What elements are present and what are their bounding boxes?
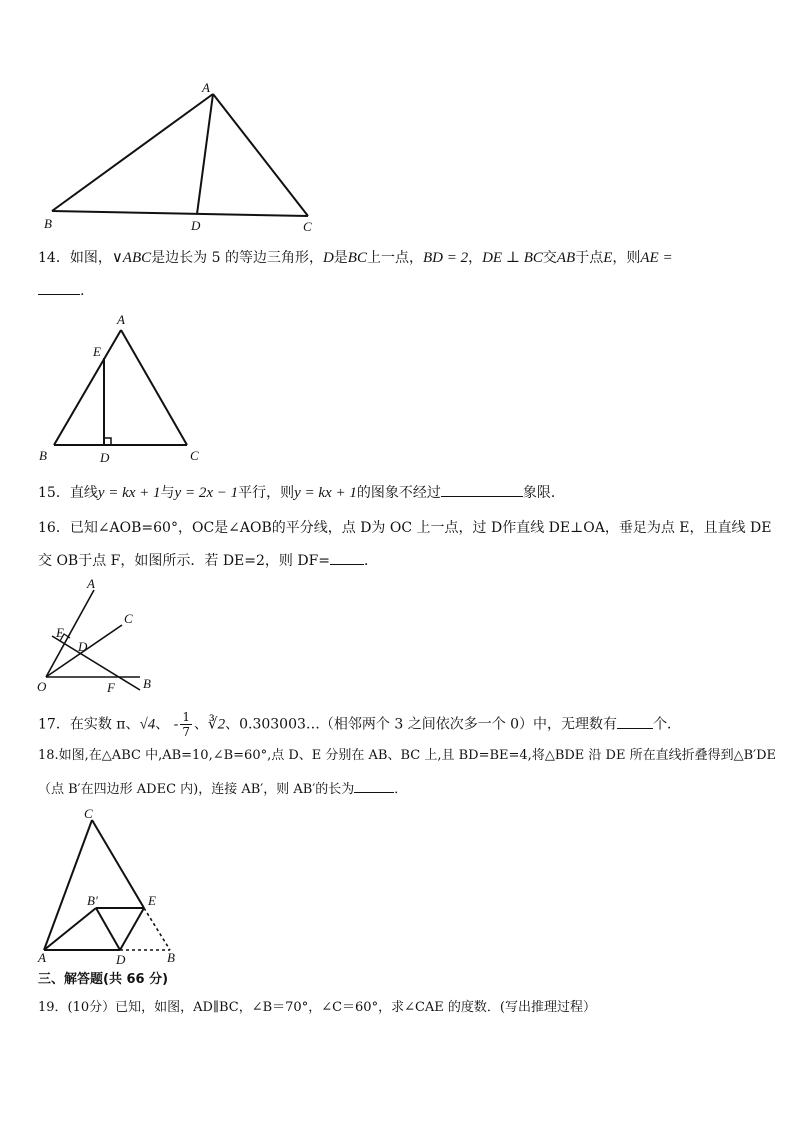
label-D: D (191, 218, 201, 233)
label-B: B (167, 950, 175, 965)
question-18-line-2: （点 B′在四边形 ADEC 内)，连接 AB′，则 AB′的长为 ． (38, 778, 407, 800)
label-E: E (148, 893, 156, 908)
label-E: E (56, 625, 64, 640)
question-15: 15．直线y = kx + 1与y = 2x − 1平行，则y = kx + 1的图象不经过 象限． (38, 482, 565, 503)
section-heading: 三、解答题(共 66 分) (38, 972, 169, 987)
label-B: B (44, 216, 52, 231)
label-Bprime: B′ (87, 893, 98, 908)
label-C: C (190, 448, 199, 463)
label-C: C (124, 611, 133, 626)
question-17: 17．在实数 π、√4、 - $\frac{1}{7}$ 、∛2、0.303003…（相邻两个 3 之间依次多一个 0）中，无理数有 个． (38, 710, 682, 739)
segment-DE (120, 908, 144, 950)
label-D: D (100, 450, 110, 465)
segment-CE (92, 820, 144, 908)
label-E: E (93, 344, 101, 359)
label-D: D (78, 639, 88, 654)
question-16-line-2: 交 OB于点 F，如图所示．若 DE=2，则 DF= ． (38, 550, 378, 571)
label-D: D (116, 952, 126, 967)
label-B: B (143, 676, 151, 691)
segment-EB-dashed (144, 908, 170, 950)
label-B: B (39, 448, 47, 463)
question-14-answer-line: . (38, 280, 84, 301)
question-16-line-1: 16．已知∠AOB=60°，OC是∠AOB的平分线，点 D为 OC 上一点，过 D作直线 DE⊥OA，垂足为点 E，且直线 DE (38, 520, 772, 536)
label-C: C (84, 806, 93, 821)
fraction-one-seventh: $\frac{1}{7}$ (182, 710, 191, 739)
label-A: A (117, 312, 125, 327)
segment-BprimeD (96, 908, 120, 950)
label-A: A (38, 950, 46, 965)
question-18-line-1: 18.如图,在△ABC 中,AB=10,∠B=60°,点 D、E 分别在 AB、BC 上,且 BD=BE=4,将△BDE 沿 DE 所在直线折叠得到△B′DE (38, 748, 777, 763)
label-A: A (202, 80, 210, 95)
label-A: A (87, 576, 95, 591)
question-19: 19．(10分）已知，如图，AD∥BC，∠B＝70°，∠C＝60°，求∠CAE 的度数．(写出推理过程） (38, 1000, 597, 1015)
label-F: F (107, 680, 115, 695)
label-O: O (37, 679, 47, 694)
question-14: 14．如图，∨ABC是边长为 5 的等边三角形，D是BC上一点，BD = 2，DE ⊥ BC交AB于点E，则AE = (38, 250, 673, 266)
label-C: C (303, 219, 312, 234)
